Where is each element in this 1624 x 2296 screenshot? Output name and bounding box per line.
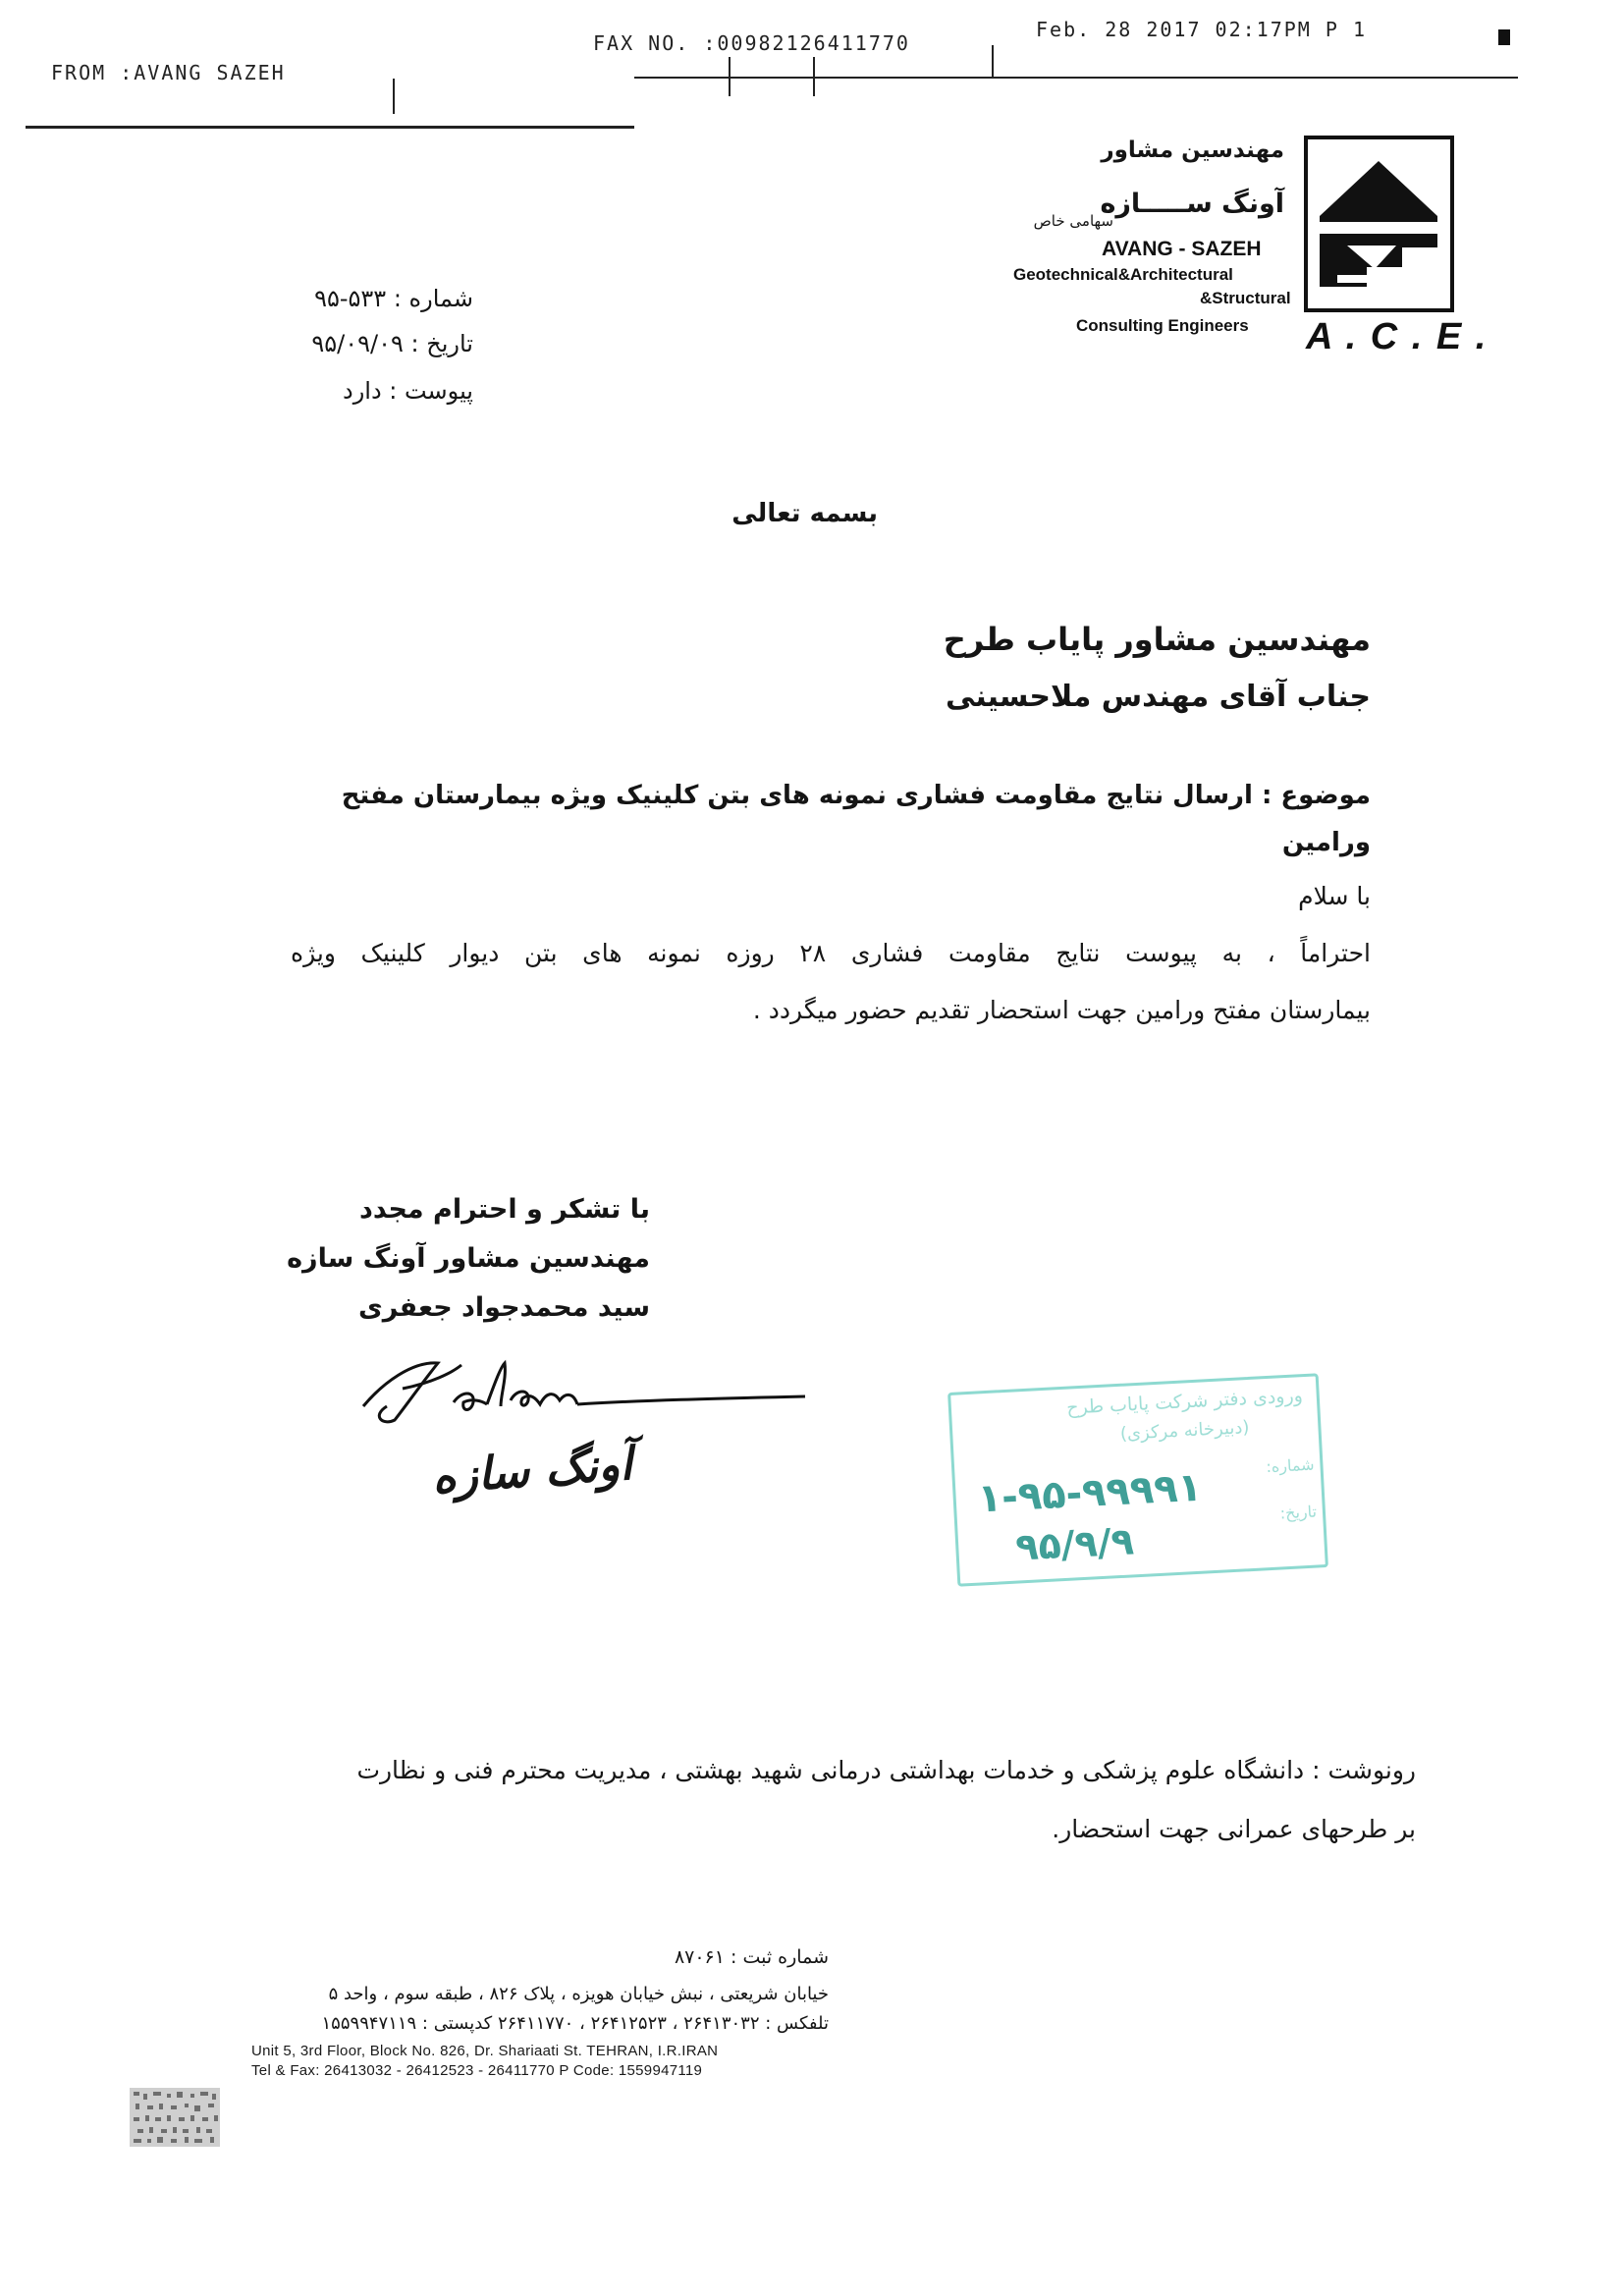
company-signature-stamp: آونگ سازه (430, 1436, 634, 1504)
greeting: با سلام (1298, 882, 1371, 910)
cc-line-2: بر طرحهای عمرانی جهت استحضار. (1052, 1815, 1416, 1843)
letter-number: شماره : ۵۳۳-۹۵ (314, 285, 473, 312)
signatory-name: سید محمدجواد جعفری (357, 1292, 650, 1323)
stamp-date: ۹۵/۹/۹ (1014, 1519, 1135, 1569)
subject-line: موضوع : ارسال نتایج مقاومت فشاری نمونه های بتن کلینیک ویژه بیمارستان مفتح ورامین (341, 781, 1371, 857)
fax-tick (992, 45, 994, 79)
letter-date: تاریخ : ۹۵/۰۹/۰۹ (311, 330, 473, 357)
recipient-person: جناب آقای مهندس ملاحسینی (946, 680, 1371, 714)
fax-rule-left (26, 126, 634, 129)
fax-tick (393, 79, 395, 114)
footer-address-fa: خیابان شریعتی ، نبش خیابان هویزه ، پلاک ۸۲۶ ، طبقه سوم ، واحد ۵ (328, 1984, 829, 2004)
company-logo (1304, 136, 1454, 312)
body-paragraph-line-1: احتراماً ، به پیوست نتایج مقاومت فشاری ۲۸ روزه نمونه های بتن دیوار کلینیک ویژه (291, 939, 1371, 967)
fax-rule-right (634, 77, 1518, 79)
logo-mark-icon (1308, 139, 1450, 308)
footer-address-en: Unit 5, 3rd Floor, Block No. 826, Dr. Shariaati St. TEHRAN, I.R.IRAN (251, 2043, 719, 2059)
receipt-stamp (947, 1373, 1328, 1587)
recipient-company: مهندسین مشاور پایاب طرح (943, 621, 1371, 658)
handwritten-signature-icon (344, 1343, 815, 1432)
qr-code-icon (130, 2088, 220, 2147)
fax-tick (729, 57, 731, 96)
footer-registration: شماره ثبت : ۸۷۰۶۱ (674, 1946, 829, 1968)
stamp-number: ۱-۹۵-۹۹۹۹۱ (976, 1464, 1204, 1522)
fax-tick (813, 57, 815, 96)
stamp-subtitle: (دبیرخانه مرکزی) (1119, 1417, 1250, 1445)
company-type-fa: سهامی خاص (1033, 212, 1113, 230)
company-desc-2: &Structural (1200, 289, 1291, 307)
fax-datetime: Feb. 28 2017 02:17PM P 1 (1036, 18, 1367, 41)
footer-tel-fa: تلفکس : ۲۶۴۱۳۰۳۲ ، ۲۶۴۱۲۵۲۳ ، ۲۶۴۱۱۷۷۰ کدپستی : ۱۵۵۹۹۴۷۱۱۹ (321, 2013, 829, 2034)
fax-sender: FROM :AVANG SAZEH (51, 61, 286, 84)
fax-number: FAX NO. :00982126411770 (593, 31, 910, 55)
stamp-label-number: شماره: (1265, 1454, 1315, 1477)
cc-line-1: رونوشت : دانشگاه علوم پزشکی و خدمات بهداشتی درمانی شهید بهشتی ، مدیریت محترم فنی و نظارت (356, 1756, 1416, 1784)
closing-line-2: مهندسین مشاور آونگ سازه (287, 1243, 650, 1274)
company-name-en: AVANG - SAZEH (1102, 238, 1262, 260)
closing-line-1: با تشکر و احترام مجدد (359, 1194, 650, 1225)
stamp-title: ورودی دفتر شرکت پایاب طرح (1065, 1385, 1304, 1419)
footer-tel-en: Tel & Fax: 26413032 - 26412523 - 26411770 P Code: 1559947119 (251, 2062, 703, 2079)
stamp-label-date: تاریخ: (1279, 1502, 1318, 1523)
company-abbr: A . C . E . (1306, 316, 1489, 357)
fax-corner-mark (1498, 29, 1510, 45)
basmala: بسمه تعالی (731, 499, 878, 528)
company-name-fa-2: آونگ ســـــازه (1100, 189, 1284, 219)
letter-attachment: پیوست : دارد (343, 377, 473, 405)
company-desc-1: Geotechnical&Architectural (1013, 265, 1233, 284)
company-name-fa: مهندسین مشاور (1101, 137, 1284, 163)
body-paragraph-line-2: بیمارستان مفتح ورامین جهت استحضار تقدیم حضور میگردد . (752, 996, 1371, 1024)
company-desc-3: Consulting Engineers (1076, 316, 1249, 335)
